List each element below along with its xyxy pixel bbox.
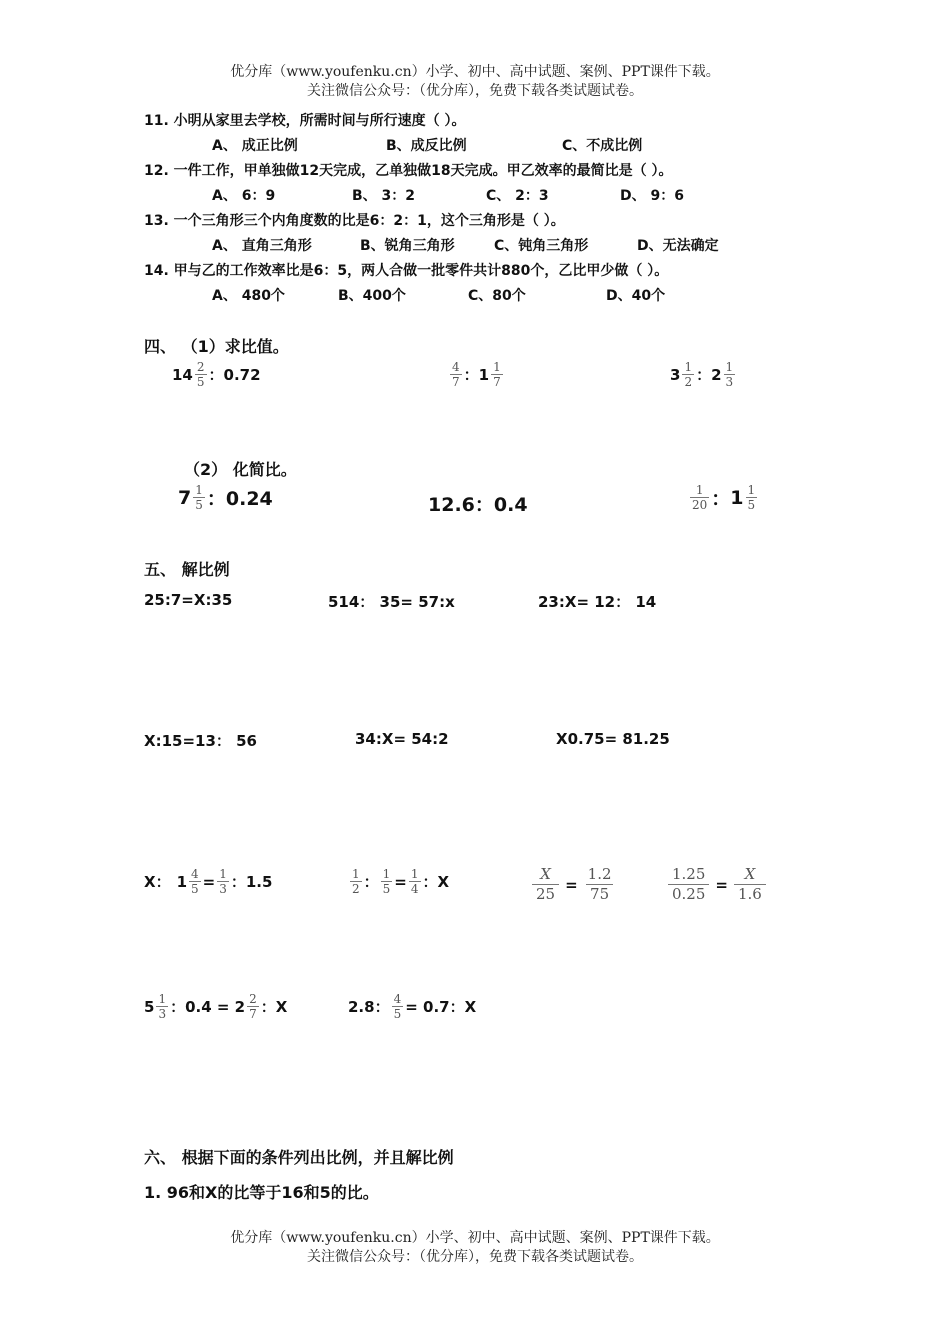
whole: 2 <box>711 365 722 384</box>
q12-option-a: A、 6：9 <box>212 188 276 204</box>
footer-line-1: 优分库（www.youfenku.cn）小学、初中、高中试题、案例、PPT课件下载。 <box>230 1230 720 1246</box>
fraction: $\frac{4}{5}$ <box>393 992 402 1021</box>
q12-option-b: B、 3：2 <box>352 188 416 204</box>
section-6-question-1: 1. 96和X的比等于16和5的比。 <box>144 1183 379 1202</box>
q13-option-d: D、无法确定 <box>637 238 719 254</box>
proportion-12 <box>348 992 476 1021</box>
lead: X： <box>144 873 171 891</box>
lead: 2.8： <box>348 998 390 1016</box>
q12-option-d: D、 9：6 <box>620 188 684 204</box>
fraction: $\frac{1}{5}$ <box>747 483 756 512</box>
colon: ： <box>711 488 731 510</box>
equals: = <box>565 875 578 894</box>
question-14: 14. 甲与乙的工作效率比是6：5，两人合做一批零件共计880个，乙比甲少做（ ）。 <box>144 263 669 279</box>
proportion-5: 34:X= 54:2 <box>355 730 449 748</box>
q12-option-c: C、 2：3 <box>486 188 549 204</box>
ratio-rest: ：X <box>260 998 288 1016</box>
whole: 14 <box>172 365 193 384</box>
proportion-10 <box>666 865 768 904</box>
equals: = <box>715 875 728 894</box>
whole: 3 <box>670 365 681 384</box>
whole: 1 <box>730 486 744 509</box>
proportion-2: 514： 35= 57:x <box>328 593 455 611</box>
ratio-rest: ：0.24 <box>206 488 273 510</box>
whole: 5 <box>144 997 155 1016</box>
header-line-1: 优分库（www.youfenku.cn）小学、初中、高中试题、案例、PPT课件下载。 <box>230 64 720 80</box>
fraction: $\frac{X}{1.6}$ <box>734 865 766 904</box>
fraction: $\frac{X}{25}$ <box>532 865 559 904</box>
fraction: $\frac{2}{5}$ <box>196 360 205 389</box>
colon: ： <box>696 366 712 384</box>
fraction: $\frac{1}{5}$ <box>382 867 391 896</box>
ratio-middle: ：0.4 = 2 <box>170 998 246 1016</box>
simplify-problem-2c <box>688 483 759 512</box>
q14-option-a: A、 480个 <box>212 288 285 304</box>
fraction: $\frac{1}{2}$ <box>684 360 693 389</box>
fraction: $\frac{1}{3}$ <box>158 992 167 1021</box>
q14-option-b: B、400个 <box>338 288 406 304</box>
proportion-8 <box>348 867 449 896</box>
section-5-title: 五、 解比例 <box>144 560 230 579</box>
proportion-7 <box>144 867 272 896</box>
q14-option-c: C、80个 <box>468 288 526 304</box>
section-4-title: 四、 （1）求比值。 <box>144 337 289 356</box>
question-11: 11. 小明从家里去学校，所需时间与所行速度（ ）。 <box>144 113 466 129</box>
fraction: $\frac{2}{7}$ <box>249 992 257 1021</box>
q11-option-a: A、 成正比例 <box>212 138 298 154</box>
ratio-rest: ：X <box>422 873 450 891</box>
q11-option-b: B、成反比例 <box>386 138 467 154</box>
question-12: 12. 一件工作，甲单独做12天完成，乙单独做18天完成。甲乙效率的最简比是（ ）。 <box>144 163 673 179</box>
proportion-9 <box>530 865 618 904</box>
section-6-title: 六、 根据下面的条件列出比例，并且解比例 <box>144 1148 454 1167</box>
fraction: $\frac{4}{7}$ <box>452 360 460 389</box>
q14-option-d: D、40个 <box>606 288 666 304</box>
colon: ： <box>363 873 379 891</box>
fraction: $\frac{1}{7}$ <box>493 360 501 389</box>
footer-line-2: 关注微信公众号：（优分库），免费下载各类试题试卷。 <box>307 1249 643 1265</box>
ratio-rest: = 0.7：X <box>405 998 477 1016</box>
simplify-problem-2a <box>178 483 273 512</box>
fraction: $\frac{1}{3}$ <box>219 867 227 896</box>
fraction: $\frac{4}{5}$ <box>191 867 199 896</box>
proportion-3: 23:X= 12： 14 <box>538 593 657 611</box>
equals: = <box>202 872 216 891</box>
q13-option-c: C、钝角三角形 <box>494 238 589 254</box>
ratio-problem-1c <box>670 360 737 389</box>
fraction: $\frac{1.2}{75}$ <box>587 865 612 903</box>
fraction: $\frac{1}{3}$ <box>725 360 734 389</box>
ratio-rest: ：0.72 <box>208 366 261 384</box>
ratio-problem-1a <box>172 360 261 389</box>
q11-option-c: C、不成比例 <box>562 138 643 154</box>
equals: = <box>394 872 407 891</box>
proportion-6: X0.75= 81.25 <box>556 730 670 748</box>
whole: 1 <box>478 365 490 384</box>
header-line-2: 关注微信公众号：（优分库），免费下载各类试题试卷。 <box>307 83 643 99</box>
fraction: $\frac{1}{2}$ <box>352 867 360 896</box>
colon: ： <box>463 366 479 384</box>
fraction: $\frac{1}{5}$ <box>195 483 203 512</box>
fraction: $\frac{1.25}{0.25}$ <box>668 865 709 904</box>
fraction: $\frac{1}{20}$ <box>692 483 708 512</box>
simplify-problem-2b: 12.6：0.4 <box>428 494 528 516</box>
proportion-11 <box>144 992 287 1021</box>
proportion-4: X:15=13： 56 <box>144 732 257 750</box>
whole: 1 <box>176 872 188 891</box>
fraction: $\frac{1}{4}$ <box>410 867 419 896</box>
proportion-1: 25:7=X:35 <box>144 591 233 609</box>
question-13: 13. 一个三角形三个内角度数的比是6：2：1，这个三角形是（ ）。 <box>144 213 565 229</box>
q13-option-a: A、 直角三角形 <box>212 238 312 254</box>
ratio-rest: ：1.5 <box>230 873 273 891</box>
whole: 7 <box>178 486 192 509</box>
section-4-subtitle-2: （2） 化简比。 <box>184 460 297 479</box>
ratio-problem-1b <box>448 360 505 389</box>
q13-option-b: B、锐角三角形 <box>360 238 455 254</box>
